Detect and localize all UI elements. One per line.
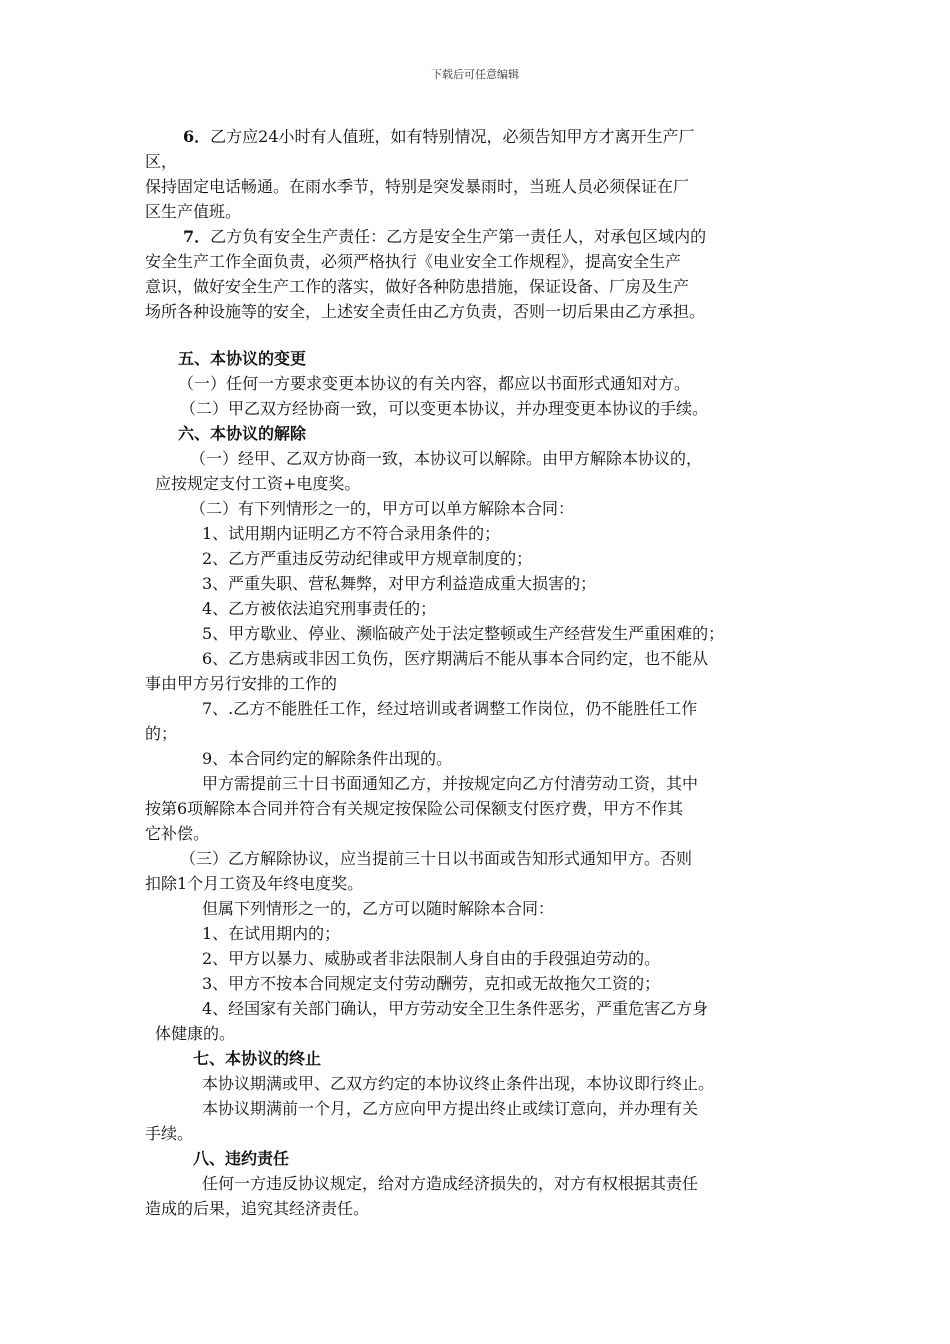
text-line — [145, 796, 810, 821]
text-line — [145, 746, 810, 771]
text-line — [145, 721, 810, 746]
line-text: 6、乙方患病或非因工负伤，医疗期满后不能从事本合同约定，也不能从 — [202, 649, 709, 668]
line-text: （一）任何一方要求变更本协议的有关内容，都应以书面形式通知对方。 — [178, 374, 691, 393]
text-line — [145, 546, 810, 571]
text-line — [145, 1121, 810, 1146]
line-text: 的； — [145, 724, 178, 743]
line-text: 手续。 — [145, 1124, 194, 1143]
text-line — [145, 646, 810, 671]
line-text: 它补偿。 — [145, 824, 210, 843]
item-number: 6． — [183, 127, 211, 146]
line-text: 事由甲方另行安排的工作的 — [145, 674, 338, 693]
line-text: 任何一方违反协议规定，给对方造成经济损失的，对方有权根据其责任 — [202, 1174, 699, 1193]
line-text: 1、试用期内证明乙方不符合录用条件的； — [202, 524, 501, 543]
line-text: 乙方负有安全生产责任：乙方是安全生产第一责任人，对承包区域内的 — [210, 227, 707, 246]
text-line — [145, 1071, 810, 1096]
line-text: 4、经国家有关部门确认，甲方劳动安全卫生条件恶劣，严重危害乙方身 — [202, 999, 709, 1018]
section-heading — [145, 421, 810, 446]
paragraph-gap — [145, 324, 810, 346]
line-text: 2、乙方严重违反劳动纪律或甲方规章制度的； — [202, 549, 533, 568]
section-heading — [145, 1146, 810, 1171]
line-text: 扣除1个月工资及年终电度奖。 — [145, 874, 364, 893]
line-text: 造成的后果，追究其经济责任。 — [145, 1199, 370, 1218]
text-line — [145, 871, 810, 896]
line-text: 保持固定电话畅通。在雨水季节，特别是突发暴雨时，当班人员必须保证在厂 — [145, 177, 690, 196]
text-line — [145, 371, 810, 396]
line-text: 意识，做好安全生产工作的落实，做好各种防患措施，保证设备、厂房及生产 — [145, 277, 690, 296]
page-header: 下载后可任意编辑 — [431, 68, 519, 81]
text-line — [145, 496, 810, 521]
text-line — [145, 396, 810, 421]
text-line — [145, 671, 810, 696]
line-text: 7、.乙方不能胜任工作，经过培训或者调整工作岗位，仍不能胜任工作 — [202, 699, 698, 718]
text-line — [145, 174, 810, 199]
text-line — [145, 921, 810, 946]
line-text: 区， — [145, 152, 178, 171]
text-line — [145, 571, 810, 596]
document-body — [145, 124, 810, 1221]
text-line — [145, 274, 810, 299]
line-text: 本协议期满前一个月，乙方应向甲方提出终止或续订意向，并办理有关 — [202, 1099, 699, 1118]
line-text: （一）经甲、乙双方协商一致，本协议可以解除。由甲方解除本协议的， — [190, 449, 703, 468]
line-text: 4、乙方被依法追究刑事责任的； — [202, 599, 437, 618]
text-line — [145, 471, 810, 496]
line-text: 5、甲方歇业、停业、濒临破产处于法定整顿或生产经营发生严重困难的； — [202, 624, 725, 643]
text-line — [145, 1171, 810, 1196]
text-line — [145, 771, 810, 796]
text-line — [145, 996, 810, 1021]
line-text: 应按规定支付工资+电度奖。 — [155, 474, 361, 493]
text-line — [145, 124, 810, 149]
text-line — [145, 199, 810, 224]
text-line — [145, 446, 810, 471]
line-text: （二）甲乙双方经协商一致，可以变更本协议，并办理变更本协议的手续。 — [180, 399, 709, 418]
text-line — [145, 596, 810, 621]
line-text: 9、本合同约定的解除条件出现的。 — [202, 749, 453, 768]
text-line — [145, 846, 810, 871]
text-line — [145, 521, 810, 546]
section-heading — [145, 1046, 810, 1071]
line-text: 六、本协议的解除 — [178, 424, 307, 443]
text-line — [145, 224, 810, 249]
line-text: （二）有下列情形之一的，甲方可以单方解除本合同： — [190, 499, 575, 518]
line-text: 本协议期满或甲、乙双方约定的本协议终止条件出现，本协议即行终止。 — [202, 1074, 715, 1093]
line-text: 区生产值班。 — [145, 202, 242, 221]
line-text: 五、本协议的变更 — [178, 349, 307, 368]
line-text: 七、本协议的终止 — [193, 1049, 322, 1068]
line-text: （三）乙方解除协议，应当提前三十日以书面或告知形式通知甲方。否则 — [180, 849, 693, 868]
line-text: 按第6项解除本合同并符合有关规定按保险公司保额支付医疗费，甲方不作其 — [145, 799, 684, 818]
line-text: 3、甲方不按本合同规定支付劳动酬劳，克扣或无故拖欠工资的； — [202, 974, 661, 993]
text-line — [145, 896, 810, 921]
line-text: 甲方需提前三十日书面通知乙方，并按规定向乙方付清劳动工资，其中 — [202, 774, 699, 793]
text-line — [145, 299, 810, 324]
line-text: 3、严重失职、营私舞弊，对甲方利益造成重大损害的； — [202, 574, 597, 593]
text-line — [145, 1196, 810, 1221]
text-line — [145, 149, 810, 174]
text-line — [145, 1021, 810, 1046]
text-line — [145, 249, 810, 274]
section-heading — [145, 346, 810, 371]
line-text: 1、在试用期内的； — [202, 924, 341, 943]
line-text: 但属下列情形之一的，乙方可以随时解除本合同： — [202, 899, 555, 918]
text-line — [145, 1096, 810, 1121]
line-text: 安全生产工作全面负责，必须严格执行《电业安全工作规程》，提高安全生产 — [145, 252, 682, 271]
text-line — [145, 696, 810, 721]
line-text: 场所各种设施等的安全，上述安全责任由乙方负责，否则一切后果由乙方承担。 — [145, 302, 706, 321]
text-line — [145, 946, 810, 971]
text-line — [145, 621, 810, 646]
item-number: 7． — [183, 227, 211, 246]
text-line — [145, 971, 810, 996]
line-text: 2、甲方以暴力、威胁或者非法限制人身自由的手段强迫劳动的。 — [202, 949, 661, 968]
line-text: 乙方应24小时有人值班，如有特别情况，必须告知甲方才离开生产厂 — [210, 127, 695, 146]
line-text: 八、违约责任 — [193, 1149, 290, 1168]
text-line — [145, 821, 810, 846]
line-text: 体健康的。 — [155, 1024, 236, 1043]
